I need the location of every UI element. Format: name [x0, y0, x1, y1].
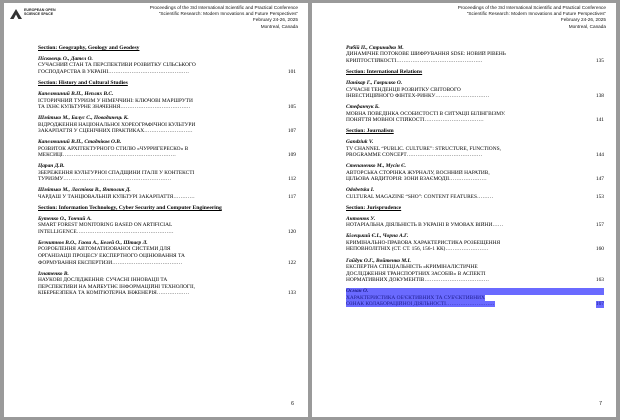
- toc-entry[interactable]: [346, 139, 604, 159]
- entry-authors: Капелюшний В.П., Стадніков О.В.: [38, 139, 122, 146]
- entry-title: [346, 51, 604, 64]
- section-heading: Section: History and Cultural Studies: [38, 80, 128, 87]
- entry-authors: Антонюк У.: [346, 215, 376, 222]
- entry-title-line: СУЧАСНИЙ СТАН ТА ПЕРСПЕКТИВИ РОЗВИТКУ СІЛЬСЬКОГО: [38, 62, 196, 69]
- entry-title-line: CULTURAL MAGAZINE “SHO”: CONTENT FEATURES………: [346, 193, 494, 200]
- entry-title-line: МОВНА ПОВЕДІНКА ОСОБИСТОСТІ В СИТУАЦІЇ БІЛІНГВІЗМУ.: [346, 110, 506, 117]
- entry-title-line: РОЗРОБЛЕННЯ АВТОМАТИЗОВАНОЇ СИСТЕМИ ДЛЯ: [38, 246, 171, 253]
- entry-title: [38, 146, 296, 159]
- entry-title-line: INTELLIGENCE………………………………………………: [38, 228, 174, 235]
- entry-title-line: ГОСПОДАРСТВА В УКРАЇНІ………………………………………: [38, 69, 189, 75]
- toc-entry[interactable]: [38, 139, 296, 159]
- entry-authors: Шмітько М., Балус С., Повадинець К.: [38, 115, 129, 122]
- toc-entry[interactable]: [38, 240, 296, 266]
- entry-authors: Капелюшний В.П., Неплях В.С.: [38, 91, 114, 98]
- entry-title-line: ІНВЕСТИЦІЙНОГО ФІНТЕХ-РИНКУ…………………………: [346, 93, 490, 100]
- entry-authors: Odobetska I.: [346, 187, 375, 194]
- entry-authors: Безчитнов В.О., Гаєва А., Белей О., Штаєр Л.: [38, 240, 148, 247]
- entry-title-line: TV CHANNEL “PUBLIC. CULTURE”: STRUCTURE, FUNCTIONS,: [346, 145, 501, 152]
- entry-page-number: 107: [287, 128, 296, 135]
- page-header: [10, 5, 298, 35]
- entry-page-number: 109: [287, 152, 296, 159]
- entry-title-line: ЧАРДАШ У ТАНЦЮВАЛЬНІЙ КУЛЬТУРІ ЗАКАРПАТТЯ…………: [38, 193, 195, 200]
- toc-entry[interactable]: [346, 216, 604, 229]
- toc-entry[interactable]: [346, 104, 604, 124]
- section-heading: Section: Journalism: [346, 128, 394, 135]
- entry-title-line: СУЧАСНІ ТЕНДЕНЦІЇ РОЗВИТКУ СВІТОВОГО: [346, 86, 461, 93]
- right-page: [312, 3, 616, 417]
- entry-page-number: 135: [595, 58, 604, 64]
- logo-mark-icon: [10, 9, 22, 19]
- entry-title-line: ВІДРОДЖЕННЯ НАЦІОНАЛЬНОЇ ХОРЕОГРАФІЧНОЇ КУЛЬТУРИ: [38, 121, 196, 128]
- entry-title-line: РОЗВИТОК АРХІТЕКТУРНОГО СТИЛЮ «ЧУРРИГЕРЕСКО» В: [38, 145, 189, 152]
- page-number: 6: [290, 401, 294, 407]
- entry-title-line: КІБЕРБЕЗПЕКА ТА КОМП'ЮТЕРНА ІНЖЕНЕРІЯ………………: [38, 290, 190, 297]
- toc-entry[interactable]: [346, 288, 604, 308]
- highlighted-text: ХАРАКТЕРИСТИКА ОБ'ЄКТИВНИХ ТА СУБ'ЄКТИВНИХ: [346, 294, 485, 301]
- entry-page-number: 153: [595, 193, 604, 200]
- entry-title-line: ІСТОРИЧНИЙ ТУРИЗМ У НІМЕЧЧИНІ: КЛЮЧОВІ МАРШРУТИ: [38, 97, 193, 104]
- entry-authors: Осман О.: [346, 288, 604, 294]
- entry-page-number: 157: [595, 222, 604, 229]
- entry-title-line: SMART FOREST MONITORING BASED ON ARTIFICIAL: [38, 222, 173, 229]
- entry-title-line: НАУКОВІ ДОСЛІДЖЕННЯ: СУЧАСНІ ІННОВАЦІЇ ТА: [38, 277, 168, 284]
- entry-page-number: 117: [288, 193, 296, 200]
- entry-title-line: КРИПТОСТІЙКОСТІ…………………………………………: [346, 58, 483, 64]
- section-heading: Section: Information Technology, Cyber Security and Computer Engineering: [38, 204, 222, 211]
- entry-title: [346, 264, 604, 284]
- entry-title-line: ПЕРСПЕКТИВИ НА МАЙБУТНЄ ІНФОРМАЦІЙНІ ТЕХНОЛОГІЇ,: [38, 283, 195, 290]
- entry-authors: Ігнатенко В.: [38, 270, 69, 277]
- entry-page-number: 138: [595, 93, 604, 100]
- entry-title: [346, 170, 604, 183]
- entry-page-number: 160: [595, 246, 604, 253]
- section-heading: Section: Geography, Geology and Geodesy: [38, 45, 140, 51]
- entry-page-number: 163: [595, 277, 604, 284]
- entry-authors: Пісковець О., Дател О.: [38, 56, 93, 62]
- entry-authors: Шмітько М., Ластівка В., Янтолик Д.: [38, 187, 131, 194]
- entry-title-line: ЕКСПЕРТНА СПЕЦІАЛЬНІСТЬ «КРИМІНАЛІСТИЧНЕ: [346, 263, 478, 270]
- entry-title-line: НОРМАТИВНИХ ДОКУМЕНТІВ………………………………: [346, 277, 490, 284]
- entry-title: [346, 295, 604, 308]
- entry-title: [346, 146, 604, 159]
- header-line-2: “Scientific Research: Modern Innovations and Future Perspectives”: [466, 11, 606, 17]
- logo-text: EUROPEAN OPEN SCIENCE SPACE: [24, 8, 56, 17]
- conference-logo: [10, 7, 70, 21]
- entry-authors: Гайдук О.Г., Войтенко М.І.: [346, 257, 411, 264]
- entry-authors: Рибій П., Стринадко М.: [346, 45, 404, 51]
- entry-page-number: 101: [287, 69, 296, 75]
- entry-title-line: ТА ЇХНЄ КУЛЬТУРНЕ ЗНАЧЕННЯ…………………………………: [38, 104, 191, 111]
- entry-title: [38, 122, 296, 135]
- toc-entry[interactable]: [346, 187, 604, 200]
- entry-page-number: 122: [287, 259, 296, 266]
- section-heading: Section: International Relations: [346, 69, 423, 76]
- entry-title-line: ДОСЛІДЖЕННЯ ТРАНСПОРТНИХ ЗАСОБІВ» В АСПЕКТІ: [346, 270, 486, 277]
- section-heading: Section: Jurisprudence: [346, 204, 402, 211]
- entry-authors: Панікар Г., Гаврилко О.: [346, 80, 403, 87]
- toc-entry[interactable]: [346, 233, 604, 253]
- entry-title: [346, 240, 604, 253]
- entry-title-line: PROGRAMME CONCEPT……………………………………: [346, 152, 483, 159]
- entry-title: [346, 87, 604, 100]
- entry-page-number: 144: [595, 152, 604, 159]
- entry-title-line: НОТАРІАЛЬНА ДІЯЛЬНІСТЬ В УКРАЇНІ В УМОВАХ ВІЙНИ……: [346, 222, 504, 229]
- entry-page-number: 167: [595, 301, 604, 308]
- left-page: [4, 3, 308, 417]
- entry-title: [38, 277, 296, 297]
- toc-entry[interactable]: [38, 216, 296, 236]
- toc-entry[interactable]: [346, 80, 604, 100]
- entry-title-line: ДИНАМІЧНЕ ПОТОКОВЕ ШИФРУВАННЯ SDSE: НОВИЙ РІВЕНЬ: [346, 51, 506, 58]
- header-line-1: Proceedings of the 3rd International Scientific and Practical Conference: [457, 5, 606, 10]
- entry-title: [38, 98, 296, 111]
- entry-title-line: ФОРМУВАННЯ ЕКСПЕРТИЗИ…………………………………: [38, 259, 183, 266]
- entry-title: [346, 111, 604, 124]
- entry-title-line: АВТОРСЬКА СТОРІНКА ЖУРНАЛУ, ВОСННИЙ НАРАТИВ,: [346, 169, 490, 176]
- header-line-1: Proceedings of the 3rd International Scientific and Practical Conference: [149, 5, 298, 10]
- entry-title: [38, 170, 296, 183]
- header-text: [78, 5, 298, 30]
- toc-entry[interactable]: [38, 187, 296, 200]
- toc-content: [38, 45, 296, 301]
- entry-title-line: МЕКСИЦІ………………………………………………………: [38, 152, 176, 159]
- entry-authors: Бутенко О., Тончий А.: [38, 215, 92, 222]
- header-line-3: February 24-26, 2025: [252, 17, 298, 23]
- entry-title-line: ТУРИЗМУ……………………………………………………: [38, 176, 172, 183]
- entry-title: [38, 246, 296, 266]
- page-header: [318, 5, 606, 35]
- entry-authors: Царан Д.В.: [38, 163, 65, 170]
- entry-page-number: 105: [287, 104, 296, 111]
- toc-entry[interactable]: [346, 163, 604, 183]
- entry-title: [38, 62, 296, 75]
- entry-title: [38, 222, 296, 235]
- entry-title-line: ЗБЕРЕЖЕННЯ КУЛЬТУРНОЇ СПАДЩИНИ ІТАЛІЇ У КОНТЕКСТІ: [38, 169, 195, 176]
- entry-authors: Степаненко М., Мусін Є.: [346, 163, 406, 170]
- entry-authors: Стефанчук Б.: [346, 104, 380, 111]
- entry-title-line: [346, 301, 578, 308]
- entry-page-number: 141: [595, 117, 604, 124]
- toc-entry[interactable]: [38, 271, 296, 297]
- entry-authors: Білецький Є.І., Чорна А.Г.: [346, 233, 409, 240]
- toc-entry[interactable]: [346, 45, 604, 65]
- header-line-2: “Scientific Research: Modern Innovations and Future Perspectives”: [158, 11, 298, 17]
- entry-title-line: НЕПОВНОЛІТНІХ (СТ. СТ. 156, 156-1 КК)……………………: [346, 246, 489, 253]
- entry-title-line: КРИМІНАЛЬНО-ПРАВОВА ХАРАКТЕРИСТИКА РОЗБЕЩЕННЯ: [346, 239, 501, 246]
- toc-content: [346, 45, 604, 312]
- entry-page-number: 120: [287, 228, 296, 235]
- entry-page-number: 147: [595, 176, 604, 183]
- header-line-3: February 24-26, 2025: [560, 17, 606, 23]
- highlighted-text: ОЗНАК КОЛАБОРАЦІЙНОЇ ДІЯЛЬНОСТІ………………………: [346, 301, 495, 308]
- header-text: [376, 5, 606, 30]
- toc-entry[interactable]: [38, 56, 296, 76]
- toc-entry[interactable]: [346, 258, 604, 284]
- entry-title-line: [346, 295, 578, 302]
- header-line-4: Montreal, Canada: [260, 23, 298, 29]
- entry-page-number: 133: [287, 290, 296, 297]
- toc-entry[interactable]: [38, 115, 296, 135]
- header-line-4: Montreal, Canada: [568, 23, 606, 29]
- entry-title-line: ЗАКАРПАТТЯ У СЦЕНІЧНИХ ПРАКТИКАХ………………………: [38, 128, 193, 135]
- entry-title: [346, 222, 604, 229]
- entry-title-line: ПОНЯТТЯ МОВНОЇ СТІЙКОСТІ……………………………: [346, 117, 484, 124]
- entry-title-line: ОРГАНІЗАЦІЇ ПРОЦЕСУ ЕКСПЕРТНОГО ОЦІНЮВАННЯ ТА: [38, 253, 185, 260]
- entry-title: [346, 194, 604, 201]
- toc-entry[interactable]: [38, 163, 296, 183]
- page-number: 7: [598, 401, 602, 407]
- entry-authors: Gandziuk V.: [346, 139, 374, 146]
- toc-entry[interactable]: [38, 91, 296, 111]
- entry-title: [38, 194, 296, 201]
- entry-title-line: ЦІЛЬОВА АВДИТОРІЯ: ЗОНИ ВЗАЄМОДІЇ…………………: [346, 176, 487, 183]
- entry-page-number: 112: [288, 176, 296, 183]
